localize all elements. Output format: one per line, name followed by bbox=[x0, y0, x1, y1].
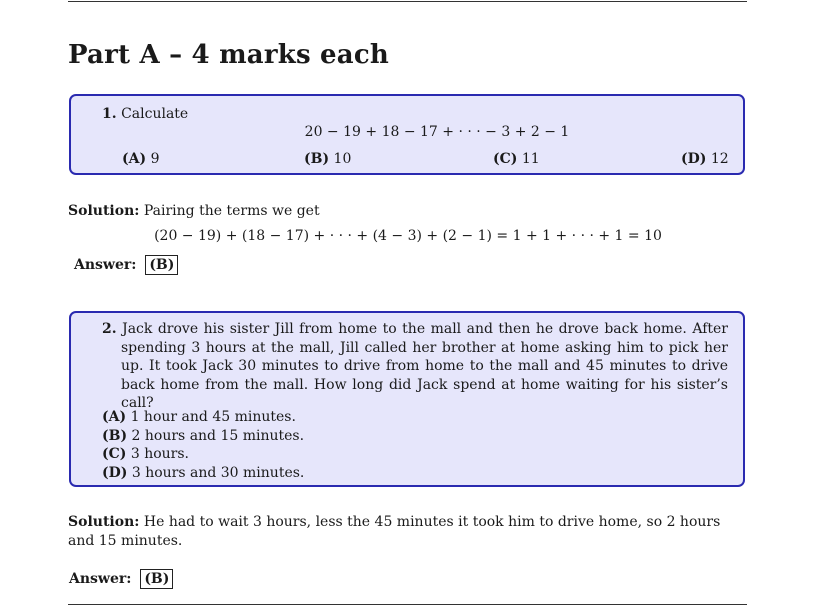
question-1-option-d bbox=[681, 151, 729, 167]
option-value: 10 bbox=[333, 151, 352, 167]
answer-1-label: Answer: bbox=[74, 257, 137, 273]
question-1-option-b bbox=[304, 151, 351, 167]
option-label: (D) bbox=[681, 151, 707, 167]
option-value: 2 hours and 15 minutes. bbox=[131, 427, 305, 444]
solution-2 bbox=[68, 513, 728, 550]
solution-1-text: Pairing the terms we get bbox=[143, 203, 320, 219]
bottom-rule bbox=[68, 604, 747, 605]
solution-2-text: He had to wait 3 hours, less the 45 minutes it took him to drive home, so 2 hours and 15 minutes. bbox=[68, 514, 721, 549]
part-title: Part A – 4 marks each bbox=[68, 40, 389, 70]
option-label: (A) bbox=[122, 151, 147, 167]
question-2-option-a bbox=[102, 408, 304, 427]
option-value: 9 bbox=[150, 151, 160, 167]
question-2-option-d bbox=[102, 464, 304, 483]
solution-1-label: Solution: bbox=[68, 203, 140, 219]
answer-2-box: (B) bbox=[140, 569, 173, 589]
question-1-formula: 20 − 19 + 18 − 17 + · · · − 3 + 2 − 1 bbox=[304, 124, 570, 140]
question-2-text: Jack drove his sister Jill from home to the mall and then he drove back home. After spending 3 hours at the mall, Jill called her brother at home asking him to pick her up. It took Jack 30 minutes to drive from home to the mall and 45 minutes to drive back home from the mall. How long did Jack spend at home waiting for his sister’s call? bbox=[121, 321, 728, 411]
answer-2 bbox=[69, 569, 173, 589]
option-label: (C) bbox=[493, 151, 518, 167]
question-2-number: 2. bbox=[102, 321, 117, 337]
question-1-option-a bbox=[122, 151, 160, 167]
question-1-box bbox=[69, 94, 745, 175]
question-2-options bbox=[102, 408, 304, 482]
question-2-box bbox=[69, 311, 745, 487]
option-value: 12 bbox=[710, 151, 729, 167]
answer-1 bbox=[74, 255, 178, 275]
answer-1-box: (B) bbox=[145, 255, 178, 275]
option-label: (C) bbox=[102, 446, 127, 462]
option-label: (A) bbox=[102, 409, 127, 425]
solution-1 bbox=[68, 202, 728, 221]
option-value: 3 hours and 30 minutes. bbox=[131, 464, 305, 481]
answer-2-label: Answer: bbox=[69, 571, 132, 587]
option-value: 3 hours. bbox=[130, 446, 189, 462]
solution-1-equation: (20 − 19) + (18 − 17) + · · · + (4 − 3) + (2 − 1) = 1 + 1 + · · · + 1 = 10 bbox=[154, 228, 662, 244]
question-1-text: Calculate bbox=[121, 106, 189, 122]
solution-2-label: Solution: bbox=[68, 514, 140, 530]
question-2-option-c bbox=[102, 445, 304, 464]
option-label: (B) bbox=[102, 427, 128, 444]
option-value: 1 hour and 45 minutes. bbox=[130, 409, 296, 425]
question-1-number: 1. bbox=[102, 106, 117, 122]
option-label: (D) bbox=[102, 464, 128, 481]
question-1-option-c bbox=[493, 151, 540, 167]
question-1-prompt bbox=[102, 106, 188, 122]
top-rule bbox=[68, 1, 747, 2]
question-2-option-b bbox=[102, 427, 304, 446]
option-value: 11 bbox=[521, 151, 540, 167]
question-2-prompt bbox=[102, 320, 728, 413]
option-label: (B) bbox=[304, 151, 330, 167]
question-2-body bbox=[102, 320, 728, 413]
